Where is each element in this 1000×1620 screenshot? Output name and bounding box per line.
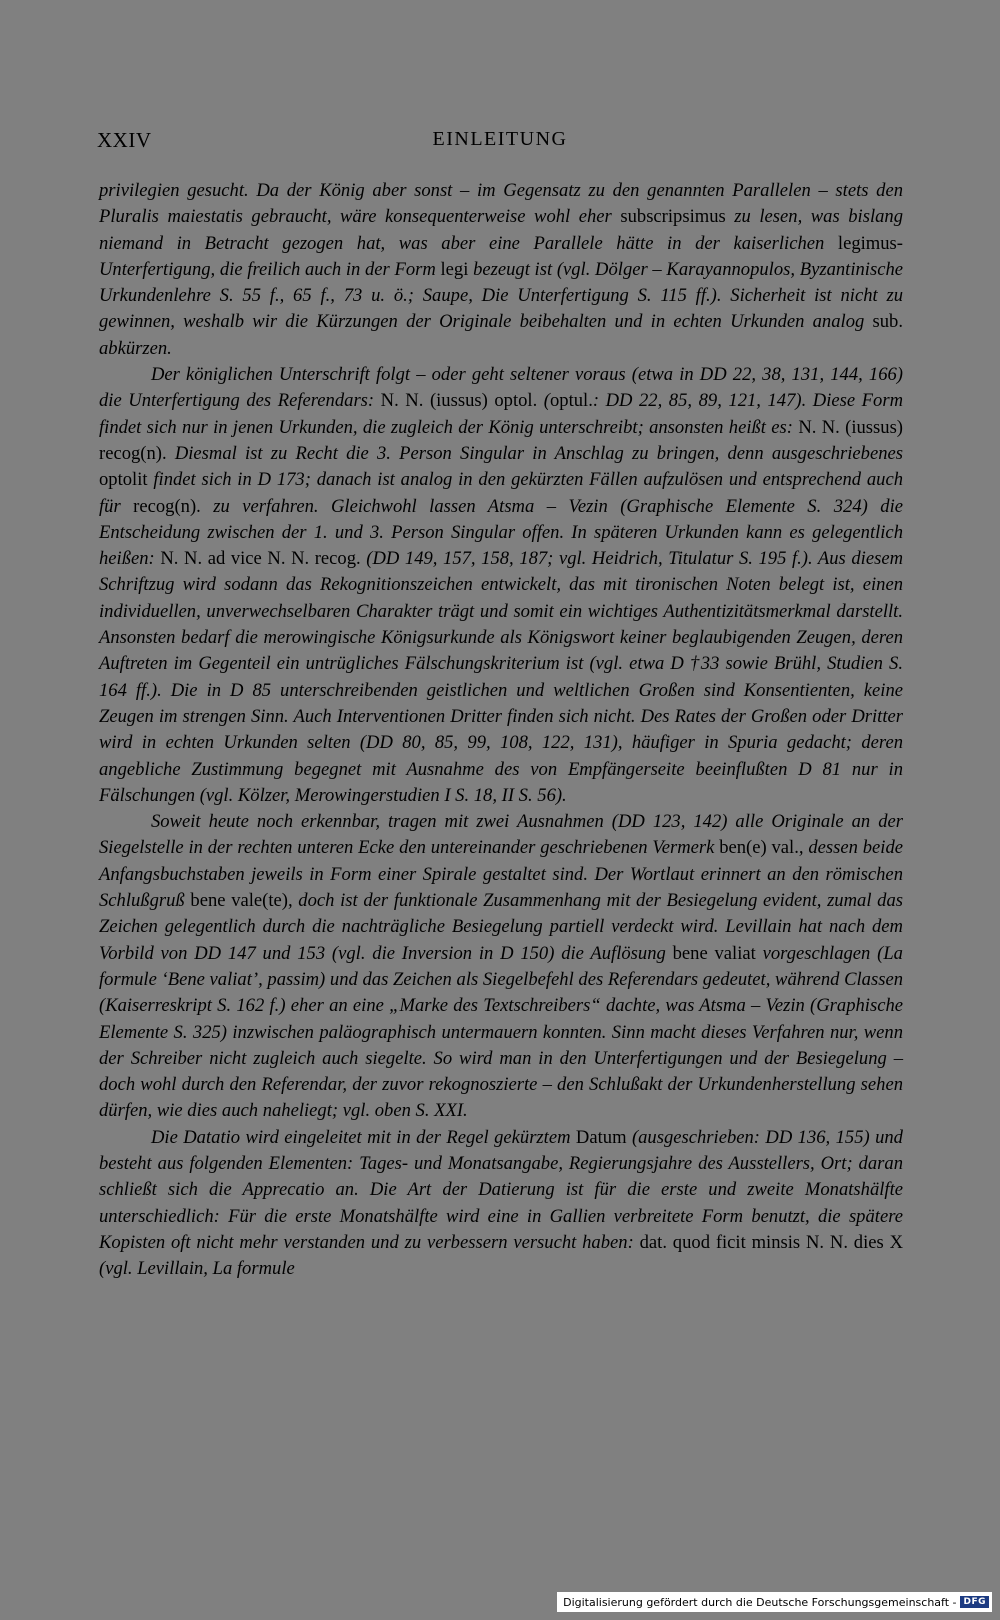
text-run: (vgl. Levillain, La formule [99,1258,295,1280]
quoted-latin-term: N. N. (iussus) optol. [380,390,538,412]
running-title: EINLEITUNG [432,128,568,150]
paragraph-2 [99,362,903,809]
quoted-latin-term: subscripsimus [620,206,726,228]
paragraph-4 [99,1125,903,1283]
quoted-latin-term: dat. quod ficit minsis N. N. dies X [639,1231,903,1253]
body-text [99,178,903,1282]
text-run: Soweit heute noch erkennbar, tragen mit zwei Ausnahmen (DD 123, 142) alle Originale an der Siegelstelle in der rechten unteren Ecke den untereinander geschriebenen Vermerk [99,811,903,859]
page-header [97,128,903,158]
quoted-latin-term: Datum [575,1126,627,1148]
text-run: ( [537,390,550,412]
text-run: , dessen beide Anfangsbuchstaben jeweils in Form einer Spirale gestaltet sind. Der Wortlaut erinnert an den römischen Schlußgruß [99,837,903,912]
text-run: , doch ist der funktionale Zusammenhang mit der Besiegelung evident, zumal das Zeichen gelegentlich durch die nachträgliche Besiegelung partiell verdeckt wird. Levillain hat nach dem Vorbild von DD 147 und 153 (vgl. die Inversion in D 150) die Auflösung [99,890,903,964]
quoted-latin-term: bene valiat [672,942,756,964]
digitization-credit [557,1592,992,1612]
text-run: vorgeschlagen (La formule ‘Bene valiat’, passim) und das Zeichen als Siegelbefehl des Referendars gedeutet, während Classen (Kaiserreskript S. 162 f.) eher an eine „Marke des Textschreibers“ dachte, was Atsma – Vezin (Graphische Elemente S. 325) inzwischen paläographisch untermauern konnten. Sinn macht dieses Verfahren nur, wenn der Schreiber nicht zugleich auch siegelte. So wird man in den Unterfertigungen und der Besiegelung – doch wohl durch den Referendar, der zuvor rekognoszierte – den Schlußakt der Urkundenherstellung sehen dürfen, wie dies auch naheliegt; vgl. oben S. XXI. [99,942,903,1122]
paragraph-1 [99,178,903,362]
text-run: Der königlichen Unterschrift folgt – oder geht seltener voraus (etwa in DD 22, 38, 131, 144, 166) die Unterfertigung des Referendars: [99,364,903,412]
quoted-latin-term: N. N. (iussus) recog(n). [99,416,903,464]
quoted-latin-term: recog(n). [133,495,201,517]
text-run: bezeugt ist (vgl. Dölger – Karayannopulos, Byzantinische Urkundenlehre S. 55 f., 65 f., 73 u. ö.; Saupe, Die Unterfertigung S. 115 ff.). Sicherheit ist nicht zu gewinnen, weshalb wir die Kürzungen der Originale beibehalten und in echten Urkunden analog [99,258,903,333]
quoted-latin-term: sub. [872,311,903,333]
quoted-latin-term: N. N. ad vice N. N. recog. [160,548,361,570]
paragraph-3 [99,809,903,1125]
page-number: XXIV [97,128,152,152]
quoted-latin-term: legi [440,258,469,280]
text-run: zu verfahren. Gleichwohl lassen Atsma – Vezin (Graphische Elemente S. 324) die Entscheidung zwischen der 1. und 3. Person Singular offen. In späteren Urkunden kann es gelegentlich heißen: [99,495,903,570]
quoted-latin-term: optolit [99,469,148,491]
text-run: -Unterfertigung, die freilich auch in der Form [99,232,903,280]
text-run: (ausgeschrieben: DD 136, 155) und besteht aus folgenden Elementen: Tages- und Monatsangabe, Regierungsjahre des Ausstellers, Ort; daran schließt sich die Apprecatio an. Die Art der Datierung ist für die erste und zweite Monatshälfte unterschiedlich: Für die erste Monatshälfte wird eine in Gallien verbreitete Form benutzt, die spätere Kopisten oft nicht mehr verstanden und zu verbessern versucht haben: [99,1126,903,1253]
text-run: : DD 22, 85, 89, 121, 147). Diese Form findet sich nur in jenen Urkunden, die zugleich der König unterschreibt; ansonsten heißt es: [99,390,903,438]
text-run: abkürzen. [99,337,172,359]
quoted-latin-term: ben(e) val. [719,837,799,859]
text-run: Die Datatio wird eingeleitet mit in der Regel gekürztem [151,1126,576,1148]
text-run: findet sich in D 173; danach ist analog in den gekürzten Fällen aufzulösen und entsprechend auch für [99,469,903,517]
quoted-latin-term: optul. [549,390,593,412]
credit-text: Digitalisierung gefördert durch die Deutsche Forschungsgemeinschaft - [563,1595,957,1609]
dfg-logo: DFG [960,1596,989,1608]
text-run: privilegien gesucht. Da der König aber sonst – im Gegensatz zu den genannten Parallelen – stets den Pluralis maiestatis gebraucht, wäre konsequenterweise wohl eher [99,180,903,228]
text-run: Diesmal ist zu Recht die 3. Person Singular in Anschlag zu bringen, denn ausgeschriebenes [166,442,903,464]
text-run: (DD 149, 157, 158, 187; vgl. Heidrich, Titulatur S. 195 f.). Aus diesem Schriftzug wird sodann das Rekognitionszeichen entwickelt, das mit tironischen Noten belegt ist, einen individuellen, unverwechselbaren Charakter trägt und somit ein wichtiges Authentizitätsmerkmal darstellt. Ansonsten bedarf die merowingische Königsurkunde als Königswort keiner beglaubigenden Zeugen, deren Auftreten im Gegenteil ein untrügliches Fälschungskriterium ist (vgl. etwa D †33 sowie Brühl, Studien S. 164 ff.). Die in D 85 unterschreibenden geistlichen und weltlichen Großen sind Konsentienten, keine Zeugen im strengen Sinn. Auch Interventionen Dritter finden sich nicht. Des Rates der Großen oder Dritter wird in echten Urkunden selten (DD 80, 85, 99, 108, 122, 131), häufiger in Spuria gedacht; deren angebliche Zustimmung begegnet mit Ausnahme des von Empfängerseite beeinflußten D 81 nur in Fälschungen (vgl. Kölzer, Merowingerstudien I S. 18, II S. 56). [99,548,903,806]
text-run: zu lesen, was bislang niemand in Betracht gezogen hat, was aber eine Parallele hätte in der kaiserlichen [99,206,904,254]
quoted-latin-term: bene vale(te) [190,890,288,912]
quoted-latin-term: legimus [837,232,897,254]
